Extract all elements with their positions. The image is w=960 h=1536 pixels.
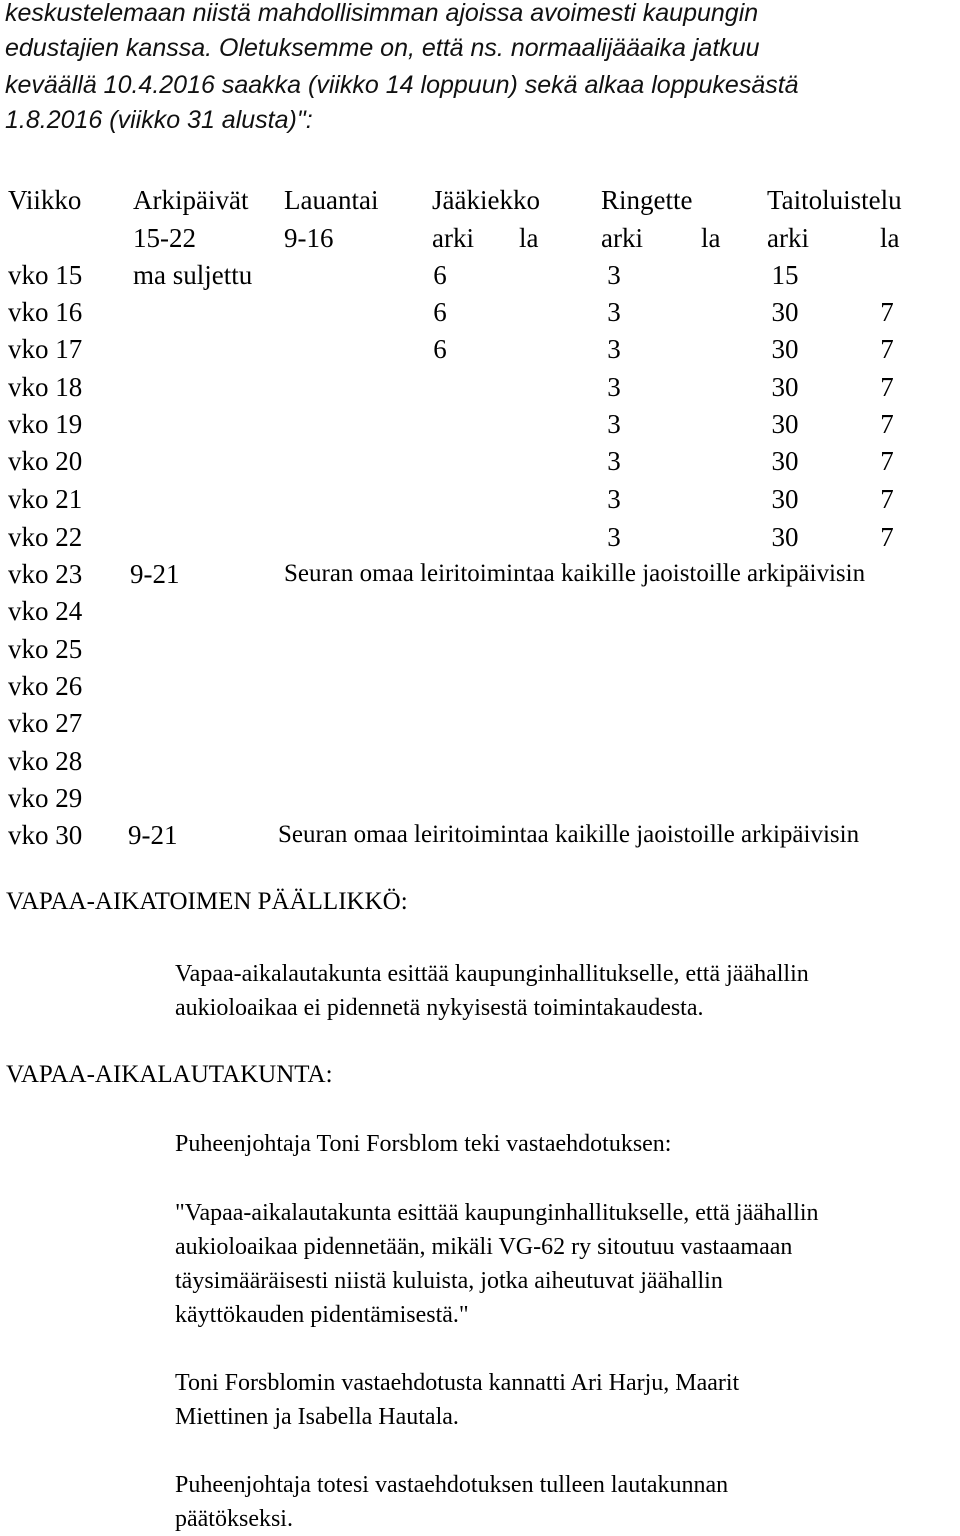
paallikko-line: Vapaa-aikalautakunta esittää kaupunginhallitukselle, että jäähallin <box>175 961 809 987</box>
row-ringette-arki: 3 <box>607 372 621 402</box>
row-week: vko 20 <box>8 446 83 476</box>
header-taitoluistelu-arki: arki <box>767 223 809 253</box>
row-week: vko 15 <box>8 260 83 290</box>
decision-line: Puheenjohtaja totesi vastaehdotuksen tulleen lautakunnan <box>175 1472 729 1498</box>
proposal-intro: Puheenjohtaja Toni Forsblom teki vastaehdotuksen: <box>175 1131 672 1157</box>
proposal-line: aukioloaikaa pidennetään, mikäli VG-62 ry sitoutuu vastaamaan <box>175 1234 793 1260</box>
header-arkipaivat-hours: 15-22 <box>133 223 196 253</box>
row-camp-hours: 9-21 <box>130 559 180 589</box>
row-taito-la: 7 <box>880 297 894 327</box>
header-jaakiekko: Jääkiekko <box>432 185 540 215</box>
row-ringette-arki: 3 <box>607 260 621 290</box>
intro-line: keskustelemaan niistä mahdollisimman ajoissa avoimesti kaupungin <box>5 0 759 27</box>
row-ringette-arki: 3 <box>607 334 621 364</box>
row-week: vko 23 <box>8 559 83 589</box>
support-line: Toni Forsblomin vastaehdotusta kannatti Ari Harju, Maarit <box>175 1370 740 1396</box>
support-line: Miettinen ja Isabella Hautala. <box>175 1404 459 1430</box>
row-week: vko 24 <box>8 596 83 626</box>
row-week: vko 17 <box>8 334 83 364</box>
row-jaakiekko-arki: 6 <box>433 260 447 290</box>
intro-line: 1.8.2016 (viikko 31 alusta)": <box>5 106 313 134</box>
row-week: vko 16 <box>8 297 83 327</box>
header-ringette-arki: arki <box>601 223 643 253</box>
row-week: vko 26 <box>8 671 83 701</box>
paallikko-line: aukioloaikaa ei pidennetä nykyisestä toimintakaudesta. <box>175 995 704 1021</box>
header-ringette-la: la <box>701 223 721 253</box>
paallikko-heading: VAPAA-AIKATOIMEN PÄÄLLIKKÖ: <box>6 888 408 915</box>
intro-line: edustajien kanssa. Oletuksemme on, että ns. normaalijääaika jatkuu <box>5 34 760 62</box>
row-taito-la: 7 <box>880 334 894 364</box>
row-taito-arki: 30 <box>771 372 799 402</box>
row-taito-arki: 30 <box>771 522 799 552</box>
row-taito-arki: 15 <box>771 260 799 290</box>
row-ringette-arki: 3 <box>607 522 621 552</box>
row-taito-arki: 30 <box>771 409 799 439</box>
intro-line: keväällä 10.4.2016 saakka (viikko 14 loppuun) sekä alkaa loppukesästä <box>5 71 799 99</box>
row-taito-la: 7 <box>880 446 894 476</box>
row-week: vko 18 <box>8 372 83 402</box>
row-taito-la: 7 <box>880 484 894 514</box>
row-week: vko 30 <box>8 820 83 850</box>
row-week: vko 29 <box>8 783 83 813</box>
header-arkipaivat: Arkipäivät <box>133 185 249 215</box>
row-ringette-arki: 3 <box>607 484 621 514</box>
proposal-line: täysimääräisesti niistä kuluista, jotka aiheutuvat jäähallin <box>175 1268 723 1294</box>
header-jaakiekko-arki: arki <box>432 223 474 253</box>
header-taitoluistelu: Taitoluistelu <box>767 185 902 215</box>
row-taito-la: 7 <box>880 522 894 552</box>
row-week: vko 22 <box>8 522 83 552</box>
row-taito-la: 7 <box>880 372 894 402</box>
row-taito-arki: 30 <box>771 446 799 476</box>
header-viikko: Viikko <box>8 185 82 215</box>
proposal-line: "Vapaa-aikalautakunta esittää kaupunginhallitukselle, että jäähallin <box>175 1200 819 1226</box>
row-taito-arki: 30 <box>771 334 799 364</box>
row-jaakiekko-arki: 6 <box>433 334 447 364</box>
row-week: vko 25 <box>8 634 83 664</box>
row-taito-la: 7 <box>880 409 894 439</box>
row-camp-text: Seuran omaa leiritoimintaa kaikille jaoistoille arkipäivisin <box>284 560 866 587</box>
row-jaakiekko-arki: 6 <box>433 297 447 327</box>
decision-line: päätökseksi. <box>175 1506 293 1532</box>
row-taito-arki: 30 <box>771 297 799 327</box>
header-lauantai-hours: 9-16 <box>284 223 334 253</box>
header-taitoluistelu-la: la <box>880 223 900 253</box>
row-week: vko 27 <box>8 708 83 738</box>
lautakunta-heading: VAPAA-AIKALAUTAKUNTA: <box>6 1061 333 1088</box>
row-week: vko 19 <box>8 409 83 439</box>
row-taito-arki: 30 <box>771 484 799 514</box>
row-ringette-arki: 3 <box>607 409 621 439</box>
row-ringette-arki: 3 <box>607 297 621 327</box>
proposal-line: käyttökauden pidentämisestä." <box>175 1302 469 1328</box>
row-week: vko 21 <box>8 484 83 514</box>
header-lauantai: Lauantai <box>284 185 379 215</box>
header-ringette: Ringette <box>601 185 693 215</box>
row-note: ma suljettu <box>133 260 253 290</box>
header-jaakiekko-la: la <box>519 223 539 253</box>
row-ringette-arki: 3 <box>607 446 621 476</box>
row-camp-hours: 9-21 <box>128 820 178 850</box>
row-camp-text: Seuran omaa leiritoimintaa kaikille jaoistoille arkipäivisin <box>278 821 860 848</box>
row-week: vko 28 <box>8 746 83 776</box>
